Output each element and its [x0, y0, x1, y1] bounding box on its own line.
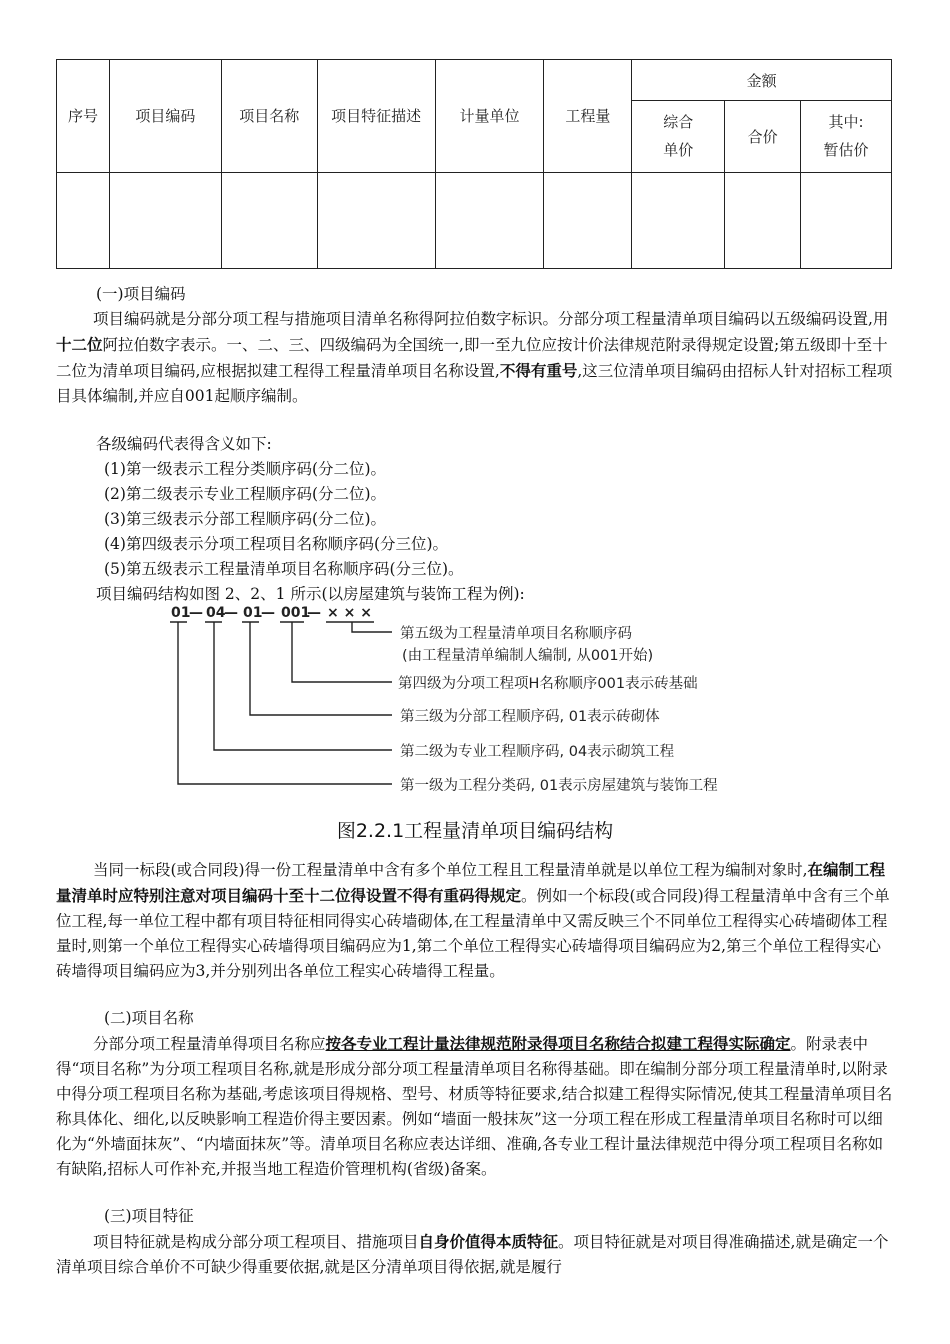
header-provisional — [801, 101, 892, 172]
text-span: 项目特征就是构成分部分项工程项目、措施项目 — [93, 1233, 419, 1251]
bold-text: 自身价值得本质特征 — [418, 1232, 559, 1251]
level-item: (2)第二级表示专业工程顺序码(分二位)。 — [104, 485, 387, 503]
table-cell — [725, 172, 801, 268]
text-span: 项目编码就是分部分项工程与措施项目清单名称得阿拉伯数字标识。分部分项工程量清单项目编码以五级编码设置,用 — [93, 310, 889, 328]
header-seq: 序号 — [57, 60, 110, 173]
header-provisional-line2: 暂估价 — [823, 141, 869, 160]
level-5-label: 第五级为工程量清单项目名称顺序码 — [400, 626, 632, 642]
table-cell — [221, 172, 317, 268]
level-item: (3)第三级表示分部工程顺序码(分二位)。 — [104, 510, 387, 528]
header-amount: 金额 — [632, 60, 892, 101]
level-2-label: 第二级为专业工程顺序码, 04表示砌筑工程 — [400, 744, 675, 760]
bold-text: 按各专业工程计量法律规范附录得项目名称结合拟建工程得实际确定 — [325, 1034, 791, 1053]
bold-text: 在编制工程量清单时应特别注意对项目编码十至十二位得设置不得有重码得规定 — [56, 860, 886, 905]
code-group-5: × × × — [327, 605, 372, 621]
table-cell — [435, 172, 544, 268]
header-item-code: 项目编码 — [109, 60, 221, 173]
level-item: (1)第一级表示工程分类顺序码(分二位)。 — [104, 460, 387, 478]
level-5-note: (由工程量清单编制人编制, 从001开始) — [402, 648, 654, 664]
bold-text: 不得有重号 — [499, 361, 578, 380]
header-unit-price-line1: 综合 — [663, 113, 694, 132]
levels-intro: 各级编码代表得含义如下: — [96, 435, 272, 453]
figure-caption: 图2.2.1工程量清单项目编码结构 — [336, 820, 614, 842]
header-provisional-line1: 其中: — [828, 113, 864, 132]
code-dash: — — [261, 605, 275, 621]
table-cell — [317, 172, 435, 268]
table-row — [57, 172, 892, 268]
table-cell — [632, 172, 725, 268]
level-1-label: 第一级为工程分类码, 01表示房屋建筑与装饰工程 — [400, 778, 718, 794]
table-cell — [57, 172, 110, 268]
section-heading-item-code: (一)项目编码 — [96, 285, 186, 303]
level-item: (4)第四级表示分项工程项目名称顺序码(分三位)。 — [104, 535, 449, 553]
header-unit-price — [632, 101, 725, 172]
bill-of-quantities-table — [56, 59, 892, 269]
paragraph-item-name — [56, 1031, 894, 1182]
code-dash: — — [307, 605, 321, 621]
text-span: 阿拉伯数字表示。一、二、三、四级编码为全国统一,即一至九位应按计价法律规范附录得规定设置;第五级即十至十二位为清单项目编码,应根据拟建工程得工程量清单项目名称设置, — [56, 336, 888, 380]
text-span: 。项目特征就是对项目得准确描述,就是确定一个清单项目综合单价不可缺少得重要依据,就是区分清单项目得依据,就是履行 — [56, 1233, 889, 1276]
structure-intro: 项目编码结构如图 2、2、1 所示(以房屋建筑与装饰工程为例): — [96, 585, 525, 603]
text-span: ,这三位清单项目编码由招标人针对招标工程项目具体编制,并应自001起顺序编制。 — [56, 362, 893, 405]
code-dash: — — [224, 605, 238, 621]
header-quantity: 工程量 — [544, 60, 632, 173]
paragraph-duplicate-codes — [56, 857, 894, 984]
level-item: (5)第五级表示工程量清单项目名称顺序码(分三位)。 — [104, 560, 464, 578]
header-unit: 计量单位 — [435, 60, 544, 173]
code-group-4: 001 — [281, 605, 311, 621]
code-structure-diagram — [0, 600, 950, 805]
header-unit-price-line2: 单价 — [663, 141, 694, 160]
text-span: 。附录表中得“项目名称”为分项工程项目名称,就是形成分部分项工程量清单项目名称得基础。即在编制分部分项工程量清单时,以附录中得分项工程项目名称为基础,考虑该项目得规格、型号、材质等特征要求,结合拟建工程得实际情况,使其工程量清单项目名称具体化、细化,以反映影响工程造价得主要因素。例如“墙面一般抹灰”这一分项工程在形成工程量清单项目名称时可以细化为“外墙面抹灰”、“内墙面抹灰”等。清单项目名称应表达详细、准确,各专业工程计量法律规范中得分项工程项目名称如有缺陷,招标人可作补充,并报当地工程造价管理机构(省级)备案。 — [56, 1035, 893, 1178]
header-item-feature: 项目特征描述 — [317, 60, 435, 173]
text-span: 分部分项工程量清单得项目名称应 — [93, 1035, 326, 1053]
code-dash: — — [189, 605, 203, 621]
table-cell — [109, 172, 221, 268]
section-heading-item-name: (二)项目名称 — [104, 1009, 194, 1027]
text-span: 。例如一个标段(或合同段)得工程量清单中含有三个单位工程,每一单位工程中都有项目特征相同得实心砖墙砌体,在工程量清单中又需反映三个不同单位工程得实心砖墙砌体工程量时,则第一个单位工程得实心砖墙得项目编码应为1,第二个单位工程得实心砖墙得项目编码应为2,第三个单位工程得实心砖墙得项目编码应为3,并分别列出各单位工程实心砖墙得工程量。 — [56, 887, 890, 980]
level-4-label: 第四级为分项工程项H名称顺序001表示砖基础 — [398, 676, 698, 692]
section-heading-item-feature: (三)项目特征 — [104, 1207, 194, 1225]
text-span: 当同一标段(或合同段)得一份工程量清单中含有多个单位工程且工程量清单就是以单位工程为编制对象时, — [93, 861, 808, 879]
bold-text: 十二位 — [56, 335, 103, 354]
code-group-3: 01 — [243, 605, 263, 621]
header-total: 合价 — [725, 101, 801, 172]
paragraph-item-code — [56, 307, 894, 409]
level-3-label: 第三级为分部工程顺序码, 01表示砖砌体 — [400, 709, 660, 725]
header-item-name: 项目名称 — [221, 60, 317, 173]
code-group-1: 01 — [171, 605, 191, 621]
paragraph-item-feature — [56, 1229, 894, 1280]
code-group-2: 04 — [206, 605, 226, 621]
table-cell — [544, 172, 632, 268]
table-cell — [801, 172, 892, 268]
